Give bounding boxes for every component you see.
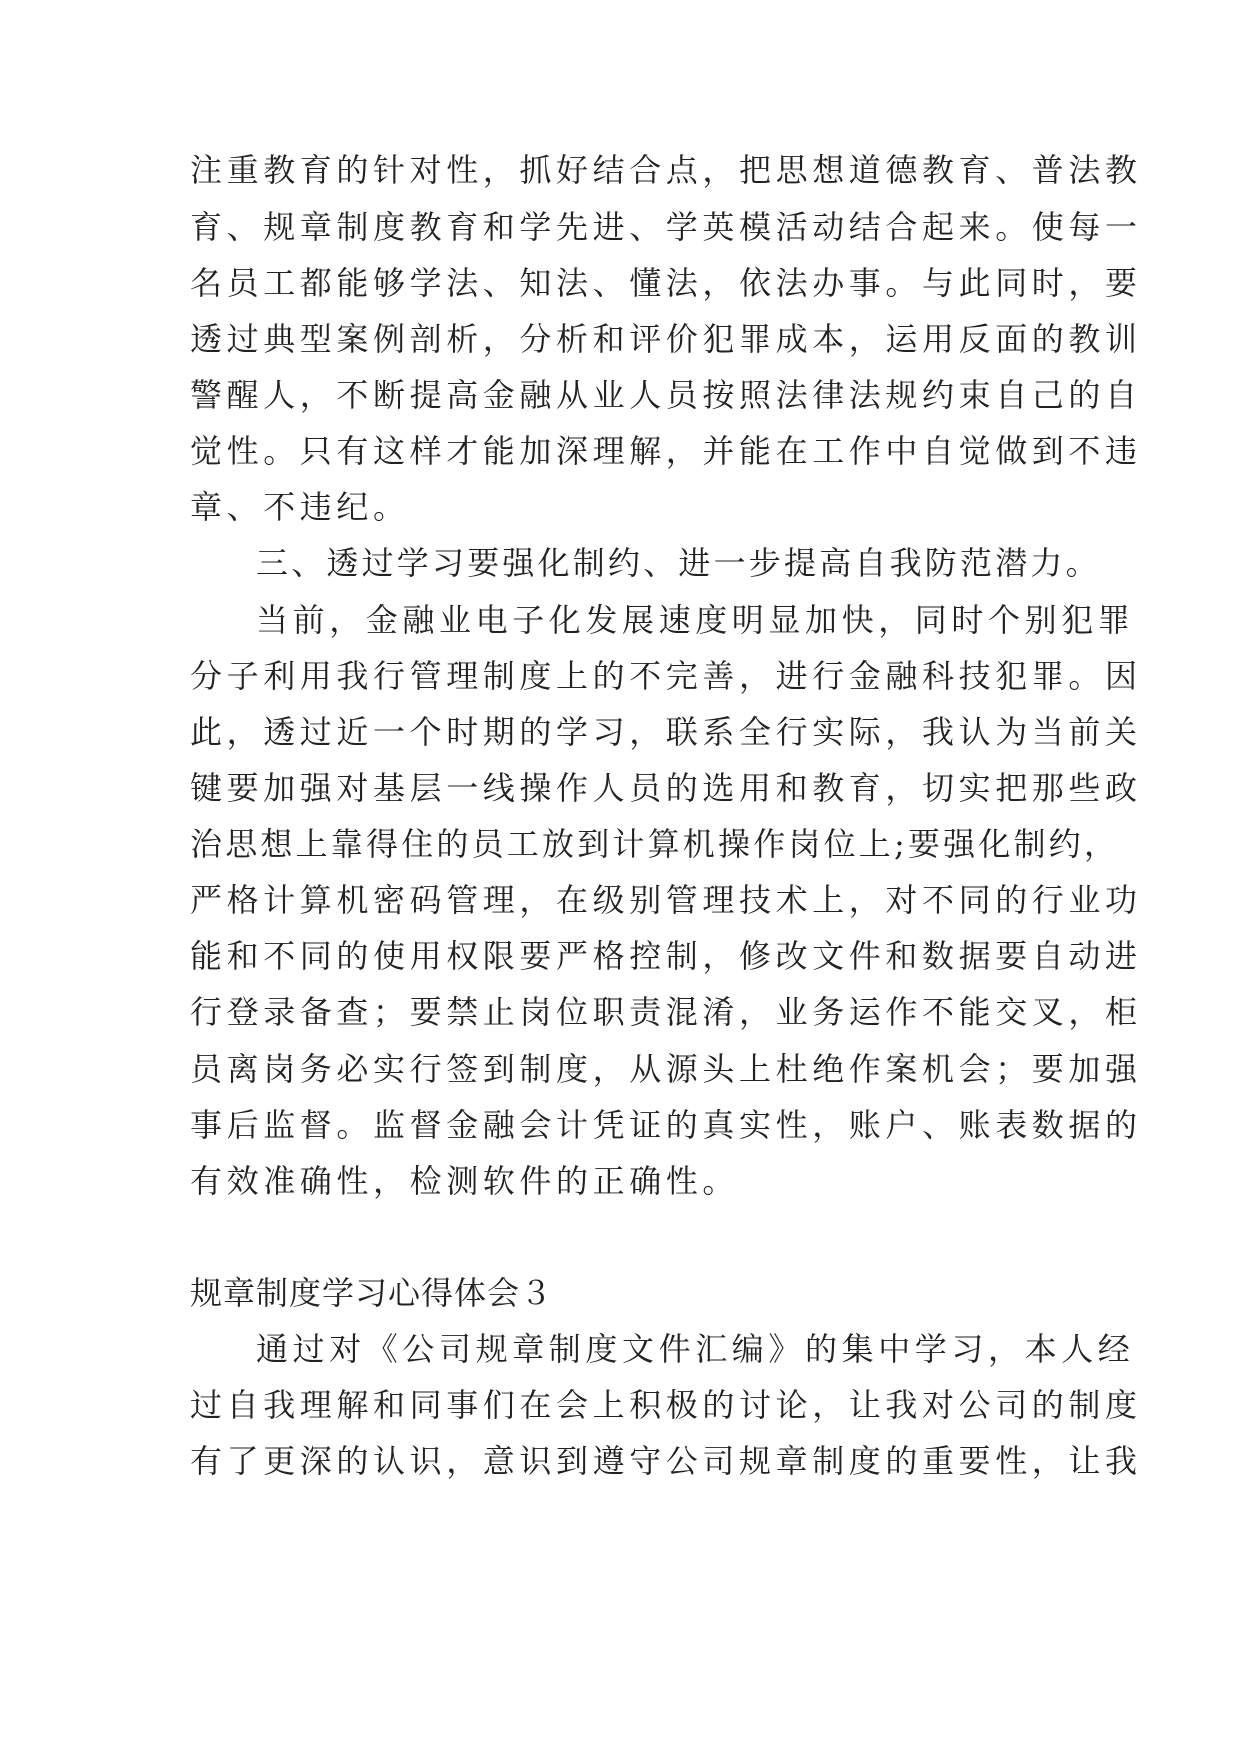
paragraph-line: 有了更深的认识，意识到遵守公司规章制度的重要性，让我 bbox=[190, 1442, 1142, 1480]
paragraph-line: 键要加强对基层一线操作人员的选用和教育，切实把那些政 bbox=[190, 769, 1142, 807]
paragraph-line: 注重教育的针对性，抓好结合点，把思想道德教育、普法教 bbox=[190, 151, 1142, 189]
paragraph-line: 当前，金融业电子化发展速度明显加快，同时个别犯罪 bbox=[256, 601, 1135, 639]
paragraph-line: 事后监督。监督金融会计凭证的真实性，账户、账表数据的 bbox=[190, 1106, 1142, 1144]
paragraph-line: 名员工都能够学法、知法、懂法，依法办事。与此同时，要 bbox=[190, 264, 1142, 302]
paragraph-line: 育、规章制度教育和学先进、学英模活动结合起来。使每一 bbox=[190, 208, 1142, 246]
paragraph-line: 此，透过近一个时期的学习，联系全行实际，我认为当前关 bbox=[190, 713, 1142, 751]
paragraph-line: 警醒人，不断提高金融从业人员按照法律法规约束自己的自 bbox=[190, 376, 1142, 414]
paragraph-line: 能和不同的使用权限要严格控制，修改文件和数据要自动进 bbox=[190, 937, 1142, 975]
paragraph-line: 员离岗务必实行签到制度，从源头上杜绝作案机会；要加强 bbox=[190, 1050, 1142, 1088]
paragraph-line: 有效准确性，检测软件的正确性。 bbox=[190, 1162, 740, 1200]
paragraph-line: 过自我理解和同事们在会上积极的讨论，让我对公司的制度 bbox=[190, 1386, 1142, 1424]
paragraph-line: 治思想上靠得住的员工放到计算机操作岗位上;要强化制约， bbox=[190, 825, 1120, 863]
paragraph-line: 觉性。只有这样才能加深理解，并能在工作中自觉做到不违 bbox=[190, 432, 1142, 470]
article-title: 规章制度学习心得体会３ bbox=[190, 1274, 554, 1312]
paragraph-line: 分子利用我行管理制度上的不完善，进行金融科技犯罪。因 bbox=[190, 657, 1142, 695]
paragraph-line: 章、不违纪。 bbox=[190, 488, 410, 526]
paragraph-line: 透过典型案例剖析，分析和评价犯罪成本，运用反面的教训 bbox=[190, 320, 1142, 358]
paragraph-line: 行登录备查；要禁止岗位职责混淆，业务运作不能交叉，柜 bbox=[190, 993, 1142, 1031]
paragraph-line: 严格计算机密码管理，在级别管理技术上，对不同的行业功 bbox=[190, 881, 1142, 919]
section-heading: 三、透过学习要强化制约、进一步提高自我防范潜力。 bbox=[256, 544, 1101, 582]
paragraph-line: 通过对《公司规章制度文件汇编》的集中学习，本人经 bbox=[256, 1330, 1135, 1368]
